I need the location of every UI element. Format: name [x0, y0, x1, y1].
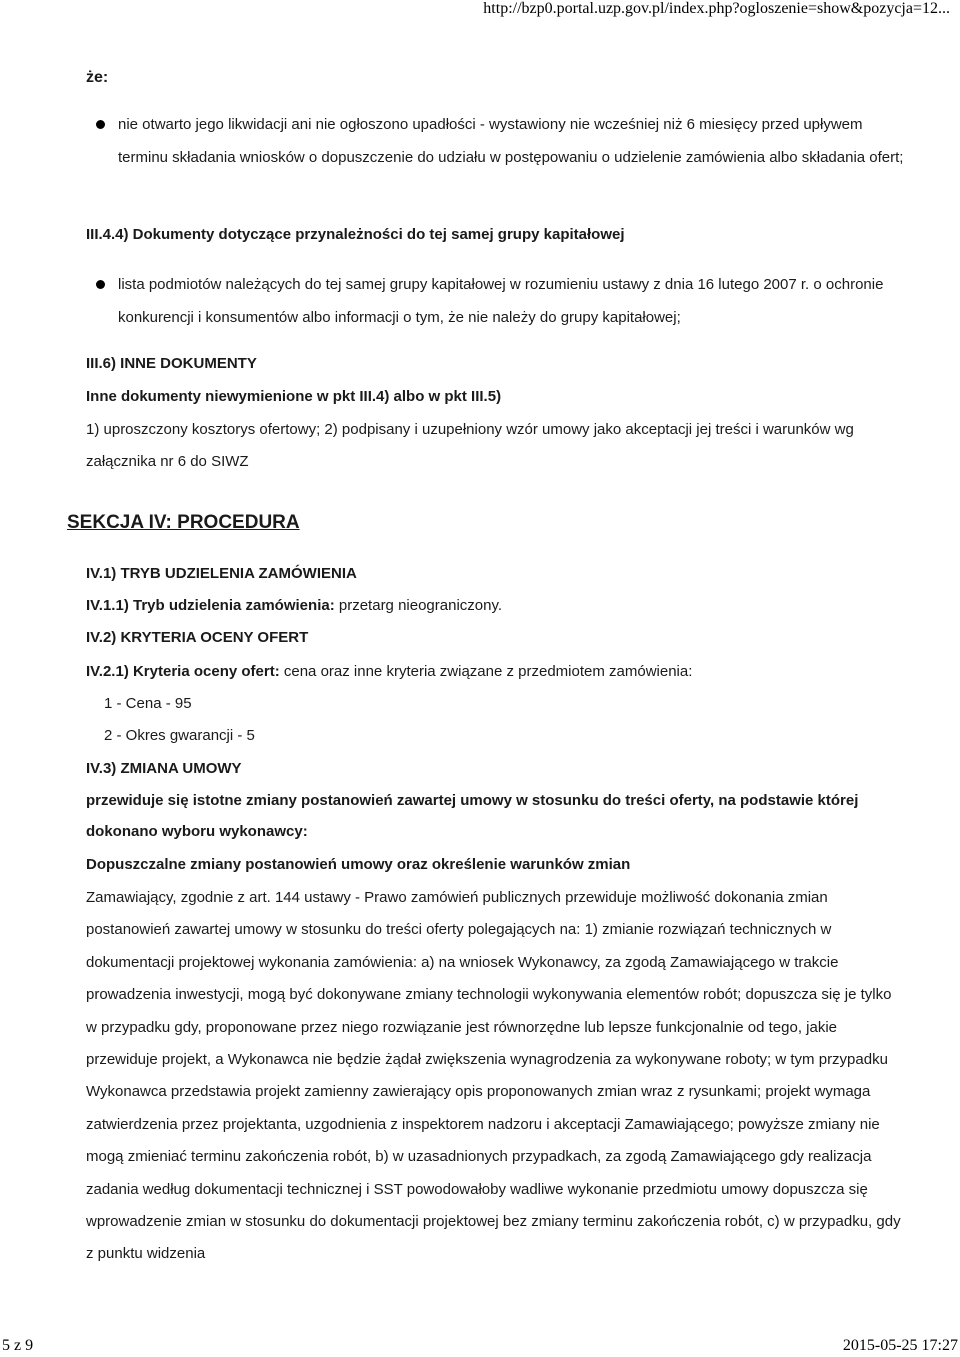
print-datetime: 2015-05-25 17:27	[842, 1337, 958, 1354]
intro-label: że:	[86, 69, 109, 86]
section-heading-iv-1: IV.1) TRYB UDZIELENIA ZAMÓWIENIA	[86, 565, 357, 582]
bullet-icon	[96, 280, 105, 289]
criteria-row	[86, 656, 692, 688]
criterion-item: 1 - Cena - 95	[104, 695, 192, 712]
procedure-type-value: przetarg nieograniczony.	[338, 597, 503, 614]
section-heading-iii-4-4: III.4.4) Dokumenty dotyczące przynależności do tej samej grupy kapitałowej	[86, 226, 625, 243]
contract-change-text: Zamawiający, zgodnie z art. 144 ustawy - Prawo zamówień publicznych przewiduje możliwość dokonania zmian postanowień zawartej umowy w stosunku do treści oferty polegających na: 1) zmianie rozwiązań technicznych w dokumentacji projektowej wykonania zamówienia: a) na wniosek Wykonawcy, za zgodą Zamawiającego w trakcie prowadzenia inwestycji, mogą być dokonywane zmiany technologii wykonywania elementów robót; dopuszcza się je tylko w przypadku gdy, proponowane przez niego rozwiązanie jest równorzędne lub lepsze funkcjonalnie od tego, jakie przewiduje projekt, a Wykonawca nie będzie żądał zwiększenia wynagrodzenia za wykonywane roboty; w tym przypadku Wykonawca przedstawia projekt zamienny zawierający opis proponowanych zmian wraz z rysunkami; projekt wymaga zatwierdzenia przez projektanta, uzgodnienia z inspektorem nadzoru i akceptacji Zamawiającego; powyższe zmiany nie mogą zmieniać terminu zakończenia robót, b) w uzasadnionych przypadkach, za zgodą Zamawiającego gdy realizacja zadania według dokumentacji technicznej i SST powodowałoby wadliwe wykonanie przedmiotu umowy dopuszcza się wprowadzenie zmian w stosunku do dokumentacji projektowej bez zmiany terminu zakończenia robót, c) w przypadku, gdy z punktu widzenia	[86, 889, 901, 1263]
criteria-label: IV.2.1) Kryteria oceny ofert:	[86, 663, 280, 680]
section-heading-iv-3: IV.3) ZMIANA UMOWY	[86, 760, 242, 777]
list-item-text: lista podmiotów należących do tej samej grupy kapitałowej w rozumieniu ustawy z dnia 16 lutego 2007 r. o ochronie konkurencji i konsumentów albo informacji o tym, że nie należy do grupy kapitałowej;	[118, 276, 884, 326]
section-subheading-iii-6: Inne dokumenty niewymienione w pkt III.4) albo w pkt III.5)	[86, 388, 502, 405]
other-documents-text: 1) uproszczony kosztorys ofertowy; 2) podpisany i uzupełniony wzór umowy jako akceptacji jej treści i warunków wg załącznika nr 6 do SIWZ	[86, 421, 854, 471]
section-title-iv: SEKCJA IV: PROCEDURA	[67, 512, 300, 533]
contract-change-subheading: Dopuszczalne zmiany postanowień umowy oraz określenie warunków zmian	[86, 856, 631, 873]
section-heading-iii-6: III.6) INNE DOKUMENTY	[86, 355, 257, 372]
list-item-text: nie otwarto jego likwidacji ani nie ogłoszono upadłości - wystawiony nie wcześniej niż 6 miesięcy przed upływem terminu składania wniosków o dopuszczenie do udziału w postępowaniu o udzielenie zamówienia albo składania ofert;	[118, 116, 904, 166]
criteria-value: cena oraz inne kryteria związane z przedmiotem zamówienia:	[283, 663, 693, 680]
section-heading-iv-2: IV.2) KRYTERIA OCENY OFERT	[86, 629, 309, 646]
procedure-type-label: IV.1.1) Tryb udzielenia zamówienia:	[86, 597, 335, 614]
procedure-type-row	[86, 590, 502, 622]
page-url: http://bzp0.portal.uzp.gov.pl/index.php?ogloszenie=show&pozycja=12...	[483, 0, 950, 17]
contract-change-question: przewiduje się istotne zmiany postanowień zawartej umowy w stosunku do treści oferty, na podstawie której dokonano wyboru wykonawcy:	[86, 792, 859, 840]
bullet-icon	[96, 120, 105, 129]
page-number: 5 z 9	[2, 1337, 34, 1354]
criterion-item: 2 - Okres gwarancji - 5	[104, 727, 255, 744]
